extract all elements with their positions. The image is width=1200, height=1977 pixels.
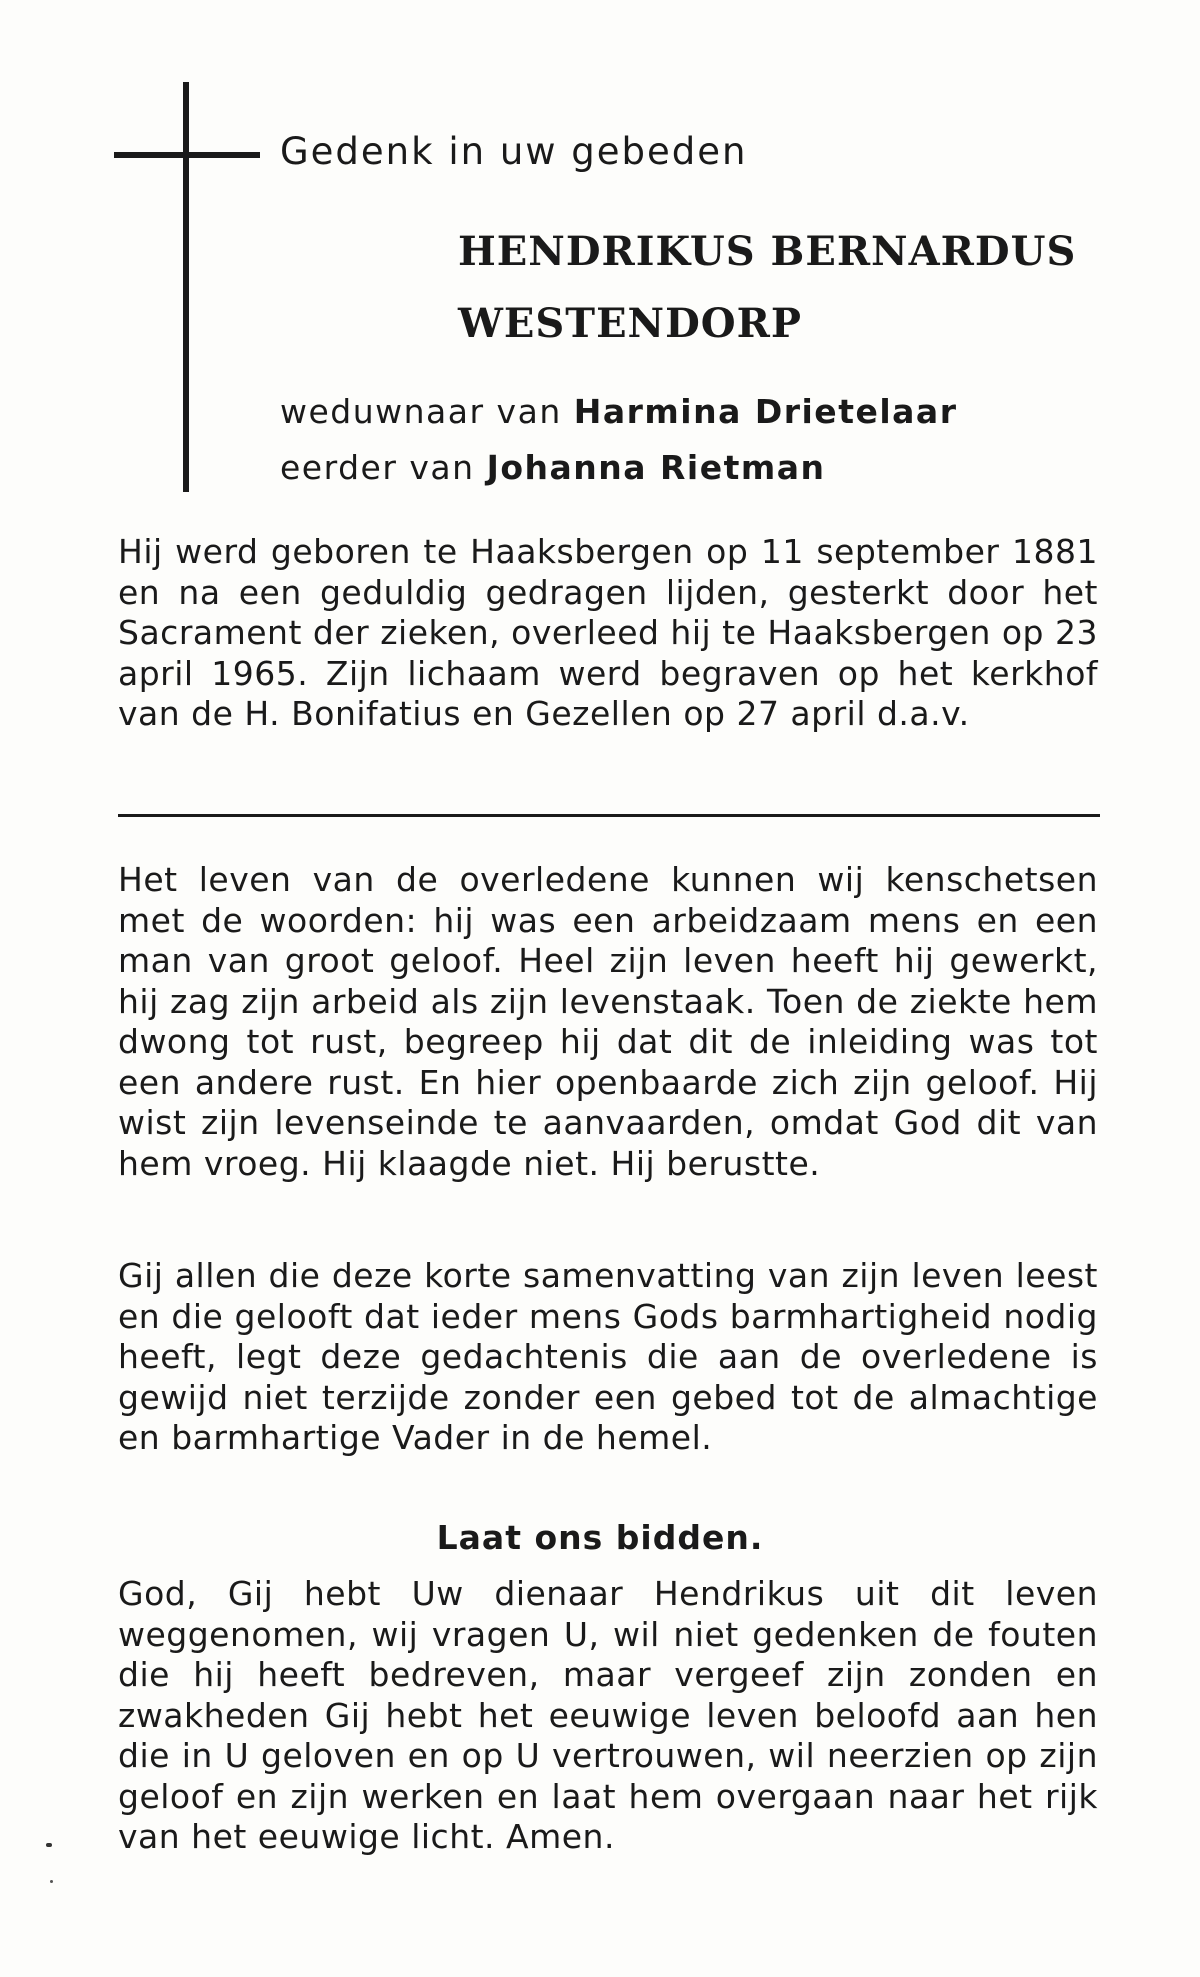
prayer-intro: Gedenk in uw gebeden [280, 130, 748, 173]
biography-paragraph: Hij werd geboren te Haaksbergen op 11 september 1881 en na een geduldig gedragen lijden, gesterkt door het Sacrament der zieken, overleed hij te Haaksbergen op 23 april 1965. Zijn lichaam werd begraven op het kerkhof van de H. Bonifatius en Gezellen op 27 april d.a.v. [118, 532, 1098, 733]
deceased-name-last: WESTENDORP [458, 300, 802, 347]
relation-widower [280, 392, 957, 431]
relation-widower-prefix: weduwnaar van [280, 392, 574, 431]
cross-icon-bar [114, 152, 260, 158]
prayer-paragraph: God, Gij hebt Uw dienaar Hendrikus uit dit leven weggenomen, wij vragen U, wil niet gedenken de fouten die hij heeft bedreven, maar vergeef zijn zonden en zwakheden Gij hebt het eeuwige leven beloofd aan hen die in U geloven en op U vertrouwen, wil neerzien op zijn geloof en zijn werken en laat hem overgaan naar het rijk van het eeuwige licht. Amen. [118, 1574, 1098, 1856]
appeal-paragraph: Gij allen die deze korte samenvatting van zijn leven leest en die gelooft dat ieder mens Gods barmhartigheid nodig heeft, legt deze gedachtenis die aan de overledene is gewijd niet terzijde zonder een gebed tot de almachtige en barmhartige Vader in de hemel. [118, 1256, 1098, 1457]
print-speck-small [50, 1880, 53, 1883]
print-speck [46, 1843, 52, 1847]
relation-widower-name: Harmina Drietelaar [573, 392, 958, 431]
section-divider [118, 814, 1100, 817]
cross-icon [183, 82, 189, 492]
reflection-paragraph: Het leven van de overledene kunnen wij kenschetsen met de woorden: hij was een arbeidzaam mens en een man van groot geloof. Heel zijn leven heeft hij gewerkt, hij zag zijn arbeid als zijn levenstaak. Toen de ziekte hem dwong tot rust, begreep hij dat dit de inleiding was tot een andere rust. En hier openbaarde zich zijn geloof. Hij wist zijn levenseinde te aanvaarden, omdat God dit van hem vroeg. Hij klaagde niet. Hij berustte. [118, 860, 1098, 1183]
relation-earlier-name: Johanna Rietman [486, 448, 826, 487]
prayer-heading: Laat ons bidden. [436, 1518, 764, 1557]
deceased-name-first: HENDRIKUS BERNARDUS [458, 228, 1077, 275]
relation-earlier-prefix: eerder van [280, 448, 487, 487]
relation-earlier [280, 448, 826, 487]
